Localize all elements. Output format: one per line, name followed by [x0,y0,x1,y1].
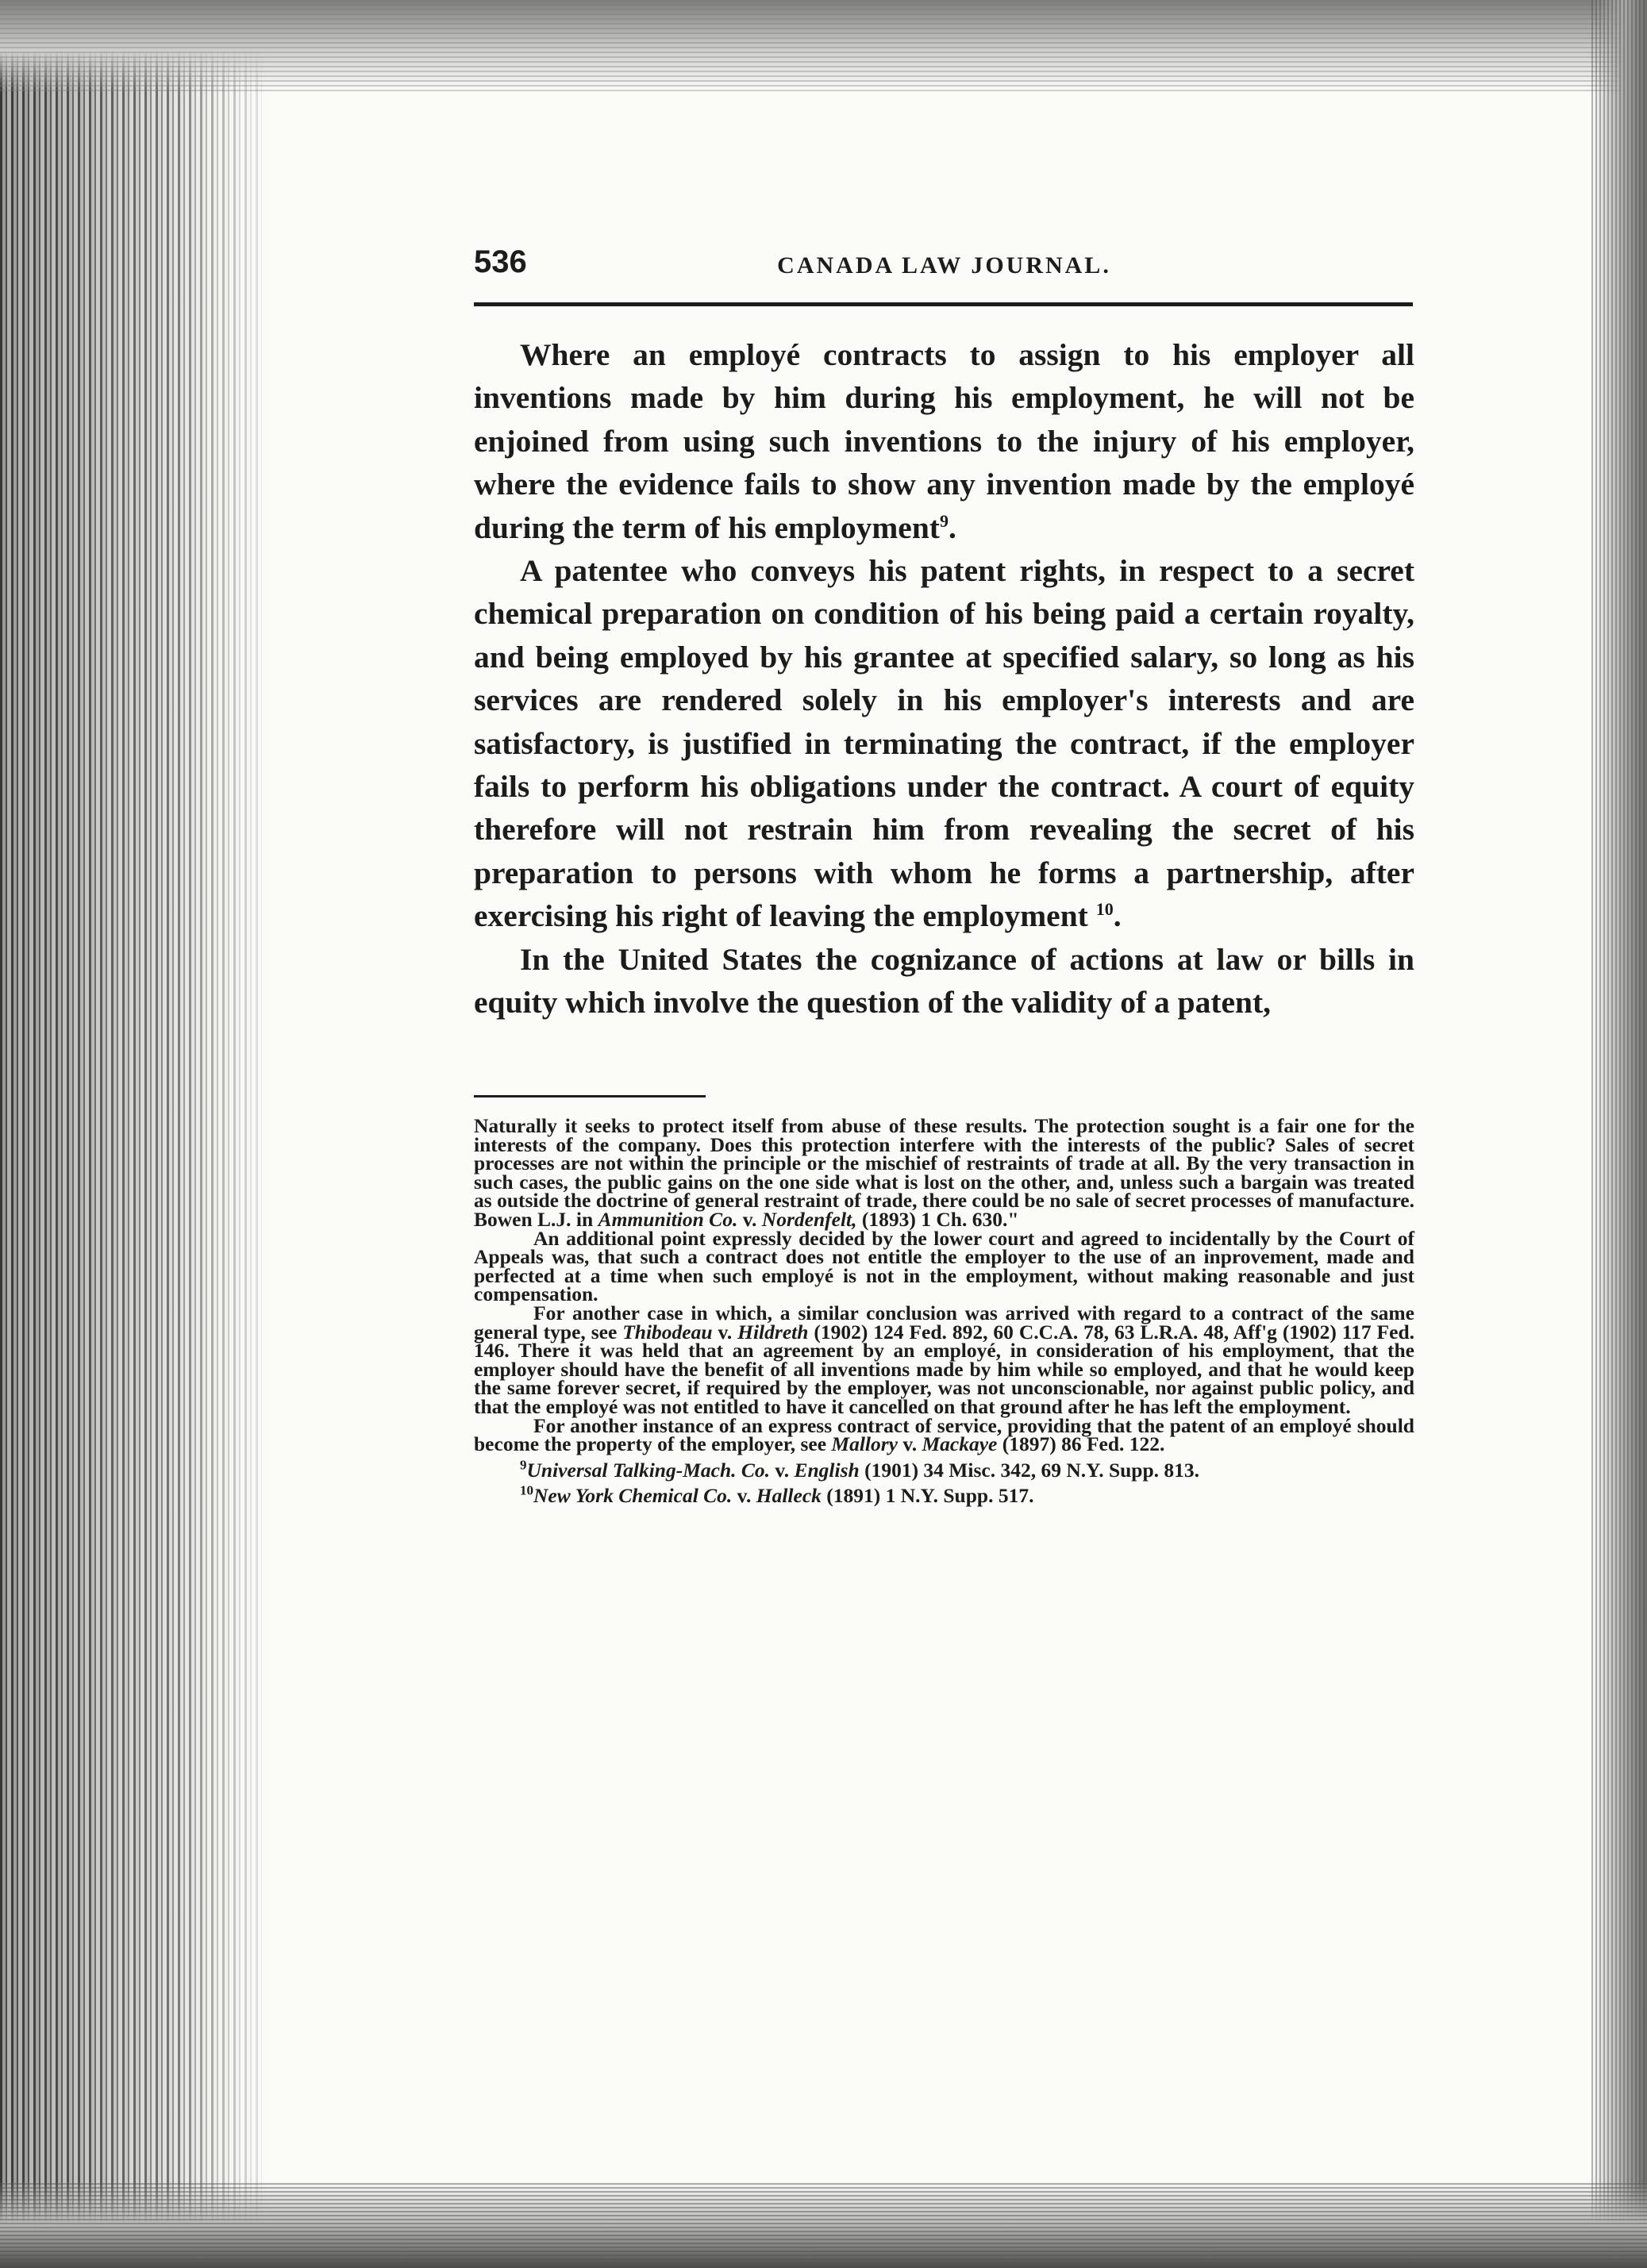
footnote-9: $^9$Universal Talking-Mach. Co. v. English (1901) 34 Misc. 342, 69 N.Y. Supp. 813. [520,1457,1200,1482]
paragraph-1: Where an employé contracts to assign to his employer all inventions made by him during his employment, he will not be enjoined from using such inventions to the injury of his employer, where the evidence fails to show any invention made by the employé during the term of his employment$^9$. [474,337,1414,545]
top-scan-edge [0,0,1647,91]
footnotes [474,1114,1414,1508]
footnote-10: $^{10}$New York Chemical Co. v. Halleck (1891) 1 N.Y. Supp. 517. [520,1482,1034,1508]
bottom-scan-edge [0,2181,1647,2268]
footnote-continued: Naturally it seeks to protect itself from abuse of these results. The protection sought is a fair one for the interests of the company. Does this protection interfere with the interests of the public? Sales of secret processes are not within the principle or the mischief of restraints of trade at all. By the very transaction in such cases, the public gains on the one side what is lost on the other, and, unless such a bargain was treated as outside the doctrine of general restraint of trade, there could be no sale of secret processes of manufacture. Bowen L.J. in Ammunition Co. v. Nordenfelt, (1893) 1 Ch. 630." [474,1114,1414,1231]
footnote-ref-9: 9 [939,510,949,531]
right-scan-edge [1591,0,1647,2268]
footnote-express-contract: For another instance of an express contract of service, providing that the patent of an employé should become the property of the employer, see Mallory v. Mackaye (1897) 86 Fed. 122. [474,1413,1414,1456]
footnote-ref-10: 10 [1095,899,1114,920]
page-header [474,244,1414,289]
footnote-additional-point: An additional point expressly decided by the lower court and agreed to incidentally by the Court of Appeals was, that such a contract does not entitle the employer to the use of an inprovement, made and perfected at a time when such employé is not in the employment, without making reasonable and just compensation. [474,1226,1414,1306]
running-head: CANADA LAW JOURNAL. [777,252,1111,279]
footnote-rule [474,1095,706,1097]
page-number: 536 [474,244,527,279]
body-text [474,333,1414,1024]
footnote-another-case: For another case in which, a similar conclusion was arrived with regard to a contract of the same general type, see Thibodeau v. Hildreth (1902) 124 Fed. 892, 60 C.C.A. 78, 63 L.R.A. 48, Aff'g (1902) 117 Fed. 146. There it was held that an agreement by an employé, in consideration of his employment, that the employer should have the benefit of all inventions made by him while so employed, and that he would keep the same forever secret, if required by the employer, was not unconscionable, nor against public policy, and that the employé was not entitled to have it cancelled on that ground after he has left the employment. [474,1301,1414,1418]
gutter-fade [175,0,286,2268]
paragraph-3: In the United States the cognizance of actions at law or bills in equity which involve the question of the validity of a patent, [474,941,1414,1021]
header-rule [474,302,1413,306]
paragraph-2: A patentee who conveys his patent rights, in respect to a secret chemical preparation on condition of his being paid a certain royalty, and being employed by his grantee at specified salary, so long as his services are rendered solely in his employer's interests and are satisfactory, is justified in terminating the contract, if the employer fails to perform his obligations under the contract. A court of equity therefore will not restrain him from revealing the secret of his preparation to persons with whom he forms a partnership, after exercising his right of leaving the employment $^{10}$. [474,553,1414,934]
